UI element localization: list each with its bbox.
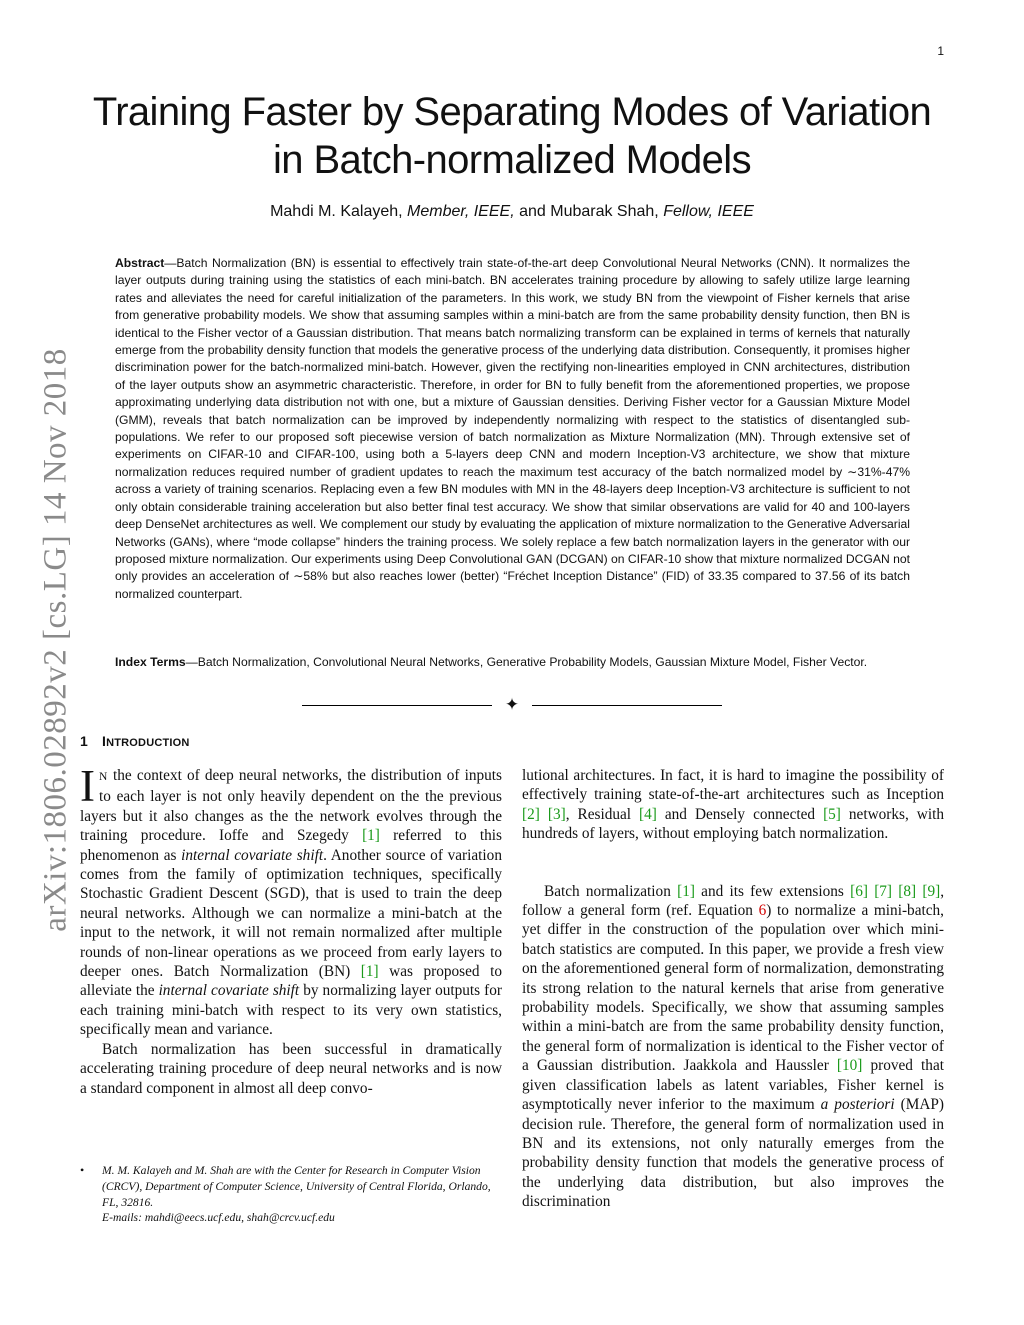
text-run: the context of deep neural networks, the distribution of inputs to each layer is not only heavily dependent on the the previous layers but it also changes as the the network evolves through the training procedure. Ioffe and Szegedy [80,767,502,845]
text-run: , Residual [565,805,640,823]
footnote-bullet: • [80,1163,85,1177]
text-run: and its few extensions [694,882,851,900]
footnote-emails: E-mails: mahdi@eecs.ucf.edu, shah@crcv.ucf.edu [102,1211,335,1225]
text-run: proved that given classification labels as latent variables, Fisher kernel is asymptotically never inferior to the maximum [522,1057,944,1114]
paper-title-line-2: in Batch-normalized Models [273,138,751,182]
page-number: 1 [937,44,944,58]
index-terms [115,654,910,671]
intro-paragraph-3 [522,766,944,844]
footnote-rule [80,1153,290,1154]
text-run: lutional architectures. In fact, it is hard to imagine the possibility of effectively training state-of-the-art architectures such as Inception [522,767,944,804]
index-terms-label: Index Terms [115,655,186,669]
author-1: Mahdi M. Kalayeh, [270,203,403,220]
right-column [522,766,944,1212]
author-line [70,203,954,221]
citation-link[interactable]: [9] [922,882,941,900]
citation-link[interactable]: [6] [850,882,868,900]
text-run: . Another source of variation comes from the family of optimization techniques, specifically Stochastic Gradient Descent (SGD), that is used to train the deep neural networks. Although we can normalize a mini-batch at the input to the network, it will not remain normalized after multiple rounds of non-linear operations as we proceed from early layers to deeper ones. Batch Normalization (BN) [80,846,502,981]
author-conjunction: and Mubarak Shah, [519,203,659,220]
citation-link[interactable]: [1] [360,963,379,981]
text-run: ) to normalize a mini-batch, yet differ in the construction of the population over which mini-batch statistics are computed. In this paper, we provide a fresh view on the aforementioned general form of normalization, demonstrating its strong relation to the natural kernels that arise from generative probability models. Specifically, we show that assuming samples within a mini-batch are from the same probability density function, the general form of normalization is identical to the Fisher vector of a Gaussian distribution. Jaakkola and Haussler [522,902,944,1075]
section-title-initial: I [102,733,107,749]
text-run: Batch normalization [544,882,678,900]
intro-paragraph-4 [522,882,944,1212]
text-run: networks, with hundreds of layers, without employing batch normalization. [522,805,944,843]
paper-title-line-1: Training Faster by Separating Modes of Variation [92,90,932,134]
citation-link[interactable]: [1] [362,827,380,845]
text-run [540,806,548,823]
citation-link[interactable]: [8] [898,882,917,900]
intro-paragraph-1 [80,761,502,1040]
text-run: by normalizing layer outputs for each training mini-batch with respect to its very own statistics, specifically mean and variance. [80,982,502,1039]
citation-link[interactable]: [3] [547,805,566,823]
text-run: was proposed to alleviate the [80,963,502,1000]
text-run: , follow a general form (ref. Equation [522,882,945,920]
emphasis: internal covariate shift [158,982,300,1000]
divider-line-left [302,705,492,706]
author-2-role: Fellow, IEEE [663,203,754,220]
text-run: (MAP) decision rule. Therefore, the general form of normalization used in BN and its extensions, not only naturally emerges from the probability density function that models the generative process of the underlying data distribution, but also improves the discrimination [522,1096,944,1211]
citation-link[interactable]: [10] [836,1057,863,1075]
left-column [80,761,502,1098]
author-1-role: Member, IEEE, [407,203,515,220]
affiliation-footnote [80,1163,502,1226]
section-divider [302,697,722,715]
text-run: and Densely connected [656,805,824,823]
divider-line-right [532,705,722,706]
footnote-affiliation: M. M. Kalayeh and M. Shah are with the Center for Research in Computer Vision (CRCV), Department of Computer Science, University of Central Florida, Orlando, FL, 32816. [102,1164,491,1209]
citation-link[interactable]: [2] [522,805,540,823]
citation-link[interactable]: [7] [874,882,893,900]
arxiv-identifier-stamp: arXiv:1806.02892v2 [cs.LG] 14 Nov 2018 [37,348,74,932]
emphasis: internal covariate shift [181,846,324,864]
section-title-rest: NTRODUCTION [106,737,190,749]
first-word-rest: N [99,771,108,783]
drop-cap: I [80,761,95,811]
text-run: referred to this phenomenon as [80,827,502,864]
paper-title [70,88,954,184]
index-terms-text: —Batch Normalization, Convolutional Neural Networks, Generative Probability Models, Gaussian Mixture Model, Fisher Vector. [185,655,868,669]
section-heading-introduction [80,733,190,749]
intro-paragraph-2: Batch normalization has been successful in dramatically accelerating training procedure of deep neural networks and is now a standard component in almost all deep convo- [80,1040,502,1097]
citation-link[interactable]: [5] [823,805,841,823]
equation-reference-link[interactable]: 6 [758,902,767,920]
divider-star-icon: ✦ [504,695,520,714]
abstract-text: —Batch Normalization (BN) is essential to effectively train state-of-the-art deep Convolutional Neural Networks (CNN). It normalizes the layer outputs during training using the statistics of each mini-batch. BN accelerates training procedure by allowing to safely utilize large learning rates and alleviates the need for careful initialization of the parameters. In this work, we study BN from the viewpoint of Fisher kernels that arise from generative probability models. We show that assuming samples within a mini-batch are from the same probability density function, then BN is identical to the Fisher vector of a Gaussian distribution. That means batch normalizing transform can be explained in terms of kernels that naturally emerge from the probability density function that models the generative process of the underlying data distribution. Consequently, it promises higher discrimination power for the batch-normalized mini-batch. However, given the rectifying non-linearities employed in CNN architectures, distribution of the layer outputs show an asymmetric characteristic. Therefore, in order for BN to fully benefit from the aforementioned properties, we propose approximating underlying data distribution not with one, but a mixture of Gaussian densities. Deriving Fisher vector for a Gaussian Mixture Model (GMM), reveals that batch normalization can be improved by independently normalizing with respect to the statistics of disentangled sub-populations. We refer to our proposed soft piecewise version of batch normalization as Mixture Normalization (MN). Through extensive set of experiments on CIFAR-10 and CIFAR-100, using both a 5-layers deep CNN and modern Inception-V3 architecture, we show that mixture normalization reduces required number of gradient updates to reach the maximum test accuracy of the batch normalized model by ∼31%-47% across a variety of training scenarios. Replacing even a few BN modules with MN in the 48-layers deep Inception-V3 architecture is sufficient to not only obtain considerable training acceleration but also better final test accuracy. We show that similar observations are valid for 40 and 100-layers deep DenseNet architectures as well. We complement our study by evaluating the application of mixture normalization to the Generative Adversarial Networks (GANs), where “mode collapse” hinders the training process. We solely replace a few batch normalization layers in the generator with our proposed mixture normalization. Our experiments using Deep Convolutional GAN (DCGAN) on CIFAR-10 show that mixture normalized DCGAN not only provides an acceleration of ∼58% but also reaches lower (better) “Fréchet Inception Distance” (FID) of 33.35 compared to 37.56 of its batch normalized counterpart. [115,256,910,601]
abstract [115,255,910,603]
abstract-label: Abstract [115,256,165,270]
emphasis: a posteriori [820,1096,895,1114]
citation-link[interactable]: [4] [639,805,657,823]
section-number: 1 [80,733,88,749]
citation-link[interactable]: [1] [677,882,695,900]
